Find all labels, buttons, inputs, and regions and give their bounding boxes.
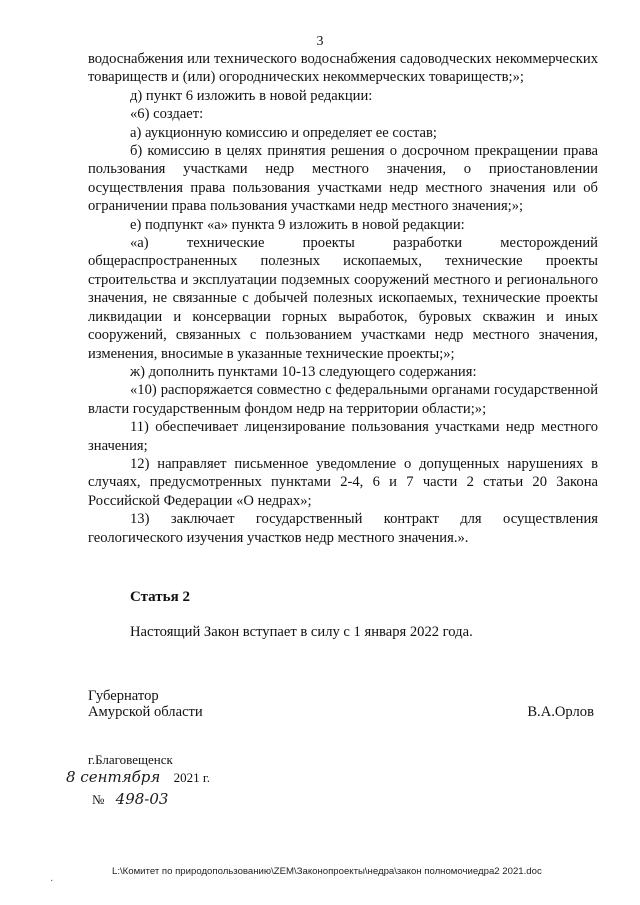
body-paragraph: д) пункт 6 изложить в новой редакции: [130, 87, 373, 104]
position-line-2: Амурской области [88, 704, 203, 720]
document-body [88, 50, 598, 547]
number-label: № [92, 792, 105, 807]
place-of-signing: г.Благовещенск [88, 752, 173, 767]
page-number: 3 [316, 34, 324, 49]
signatory-name: В.А.Орлов [527, 704, 594, 720]
body-paragraph: «6) создает: [130, 106, 204, 123]
footer-file-path: L:\Комитет по природопользованию\ZEM\Законопроекты\недра\закон полномочиедра2 2021.doc [112, 866, 542, 877]
body-paragraph: ж) дополнить пунктами 10-13 следующего содержания: [130, 363, 477, 380]
date-year: 2021 г. [173, 770, 210, 785]
article-title: Статья 2 [130, 589, 190, 605]
body-paragraph: «10) распоряжается совместно с федеральными органами государственной власти государственным фондом недр на территории области;»; [88, 382, 598, 417]
handwritten-date: 8 сентября [66, 768, 161, 786]
body-paragraph: 11) обеспечивает лицензирование пользования участками недр местного значения; [88, 419, 598, 454]
body-paragraph: е) подпункт «а» пункта 9 изложить в новой редакции: [130, 216, 465, 233]
body-paragraph: 13) заключает государственный контракт для осуществления геологического изучения участков недр местного значения.». [88, 511, 598, 546]
position-line-1: Губернатор [88, 688, 159, 704]
article-text: Настоящий Закон вступает в силу с 1 января 2022 года. [130, 624, 473, 640]
law-number [92, 790, 168, 808]
body-paragraph: водоснабжения или технического водоснабжения садоводческих некоммерческих товариществ и (или) огороднических некоммерческих товариществ;»; [88, 51, 598, 86]
signing-date [66, 768, 210, 786]
body-paragraph: 12) направляет письменное уведомление о допущенных нарушениях в случаях, предусмотренных пунктами 2-4, 6 и 7 части 2 статьи 20 Закона Российской Федерации «О недрах»; [88, 455, 598, 509]
body-paragraph: б) комиссию в целях принятия решения о досрочном прекращении права пользования участками недр местного значения, о приостановлении осуществления права пользования участками недр местного значения или об ограничении права пользования участками недр местного значения;»; [88, 143, 598, 215]
signatory-position [88, 688, 203, 720]
body-paragraph: а) аукционную комиссию и определяет ее состав; [130, 124, 437, 141]
margin-mark: · [50, 876, 54, 887]
handwritten-number: 498-03 [115, 790, 169, 808]
body-paragraph: «а) технические проекты разработки месторождений общераспространенных полезных ископаемых, технические проекты строительства и эксплуатации подземных сооружений местного и регионального значения, не связанные с добычей полезных ископаемых, технические проекты ликвидации и консервации горных выработок, буровых скважин и иных сооружений, связанных с пользованием участками недр местного значения, изменения, вносимые в указанные технические проекты;»; [88, 235, 598, 362]
